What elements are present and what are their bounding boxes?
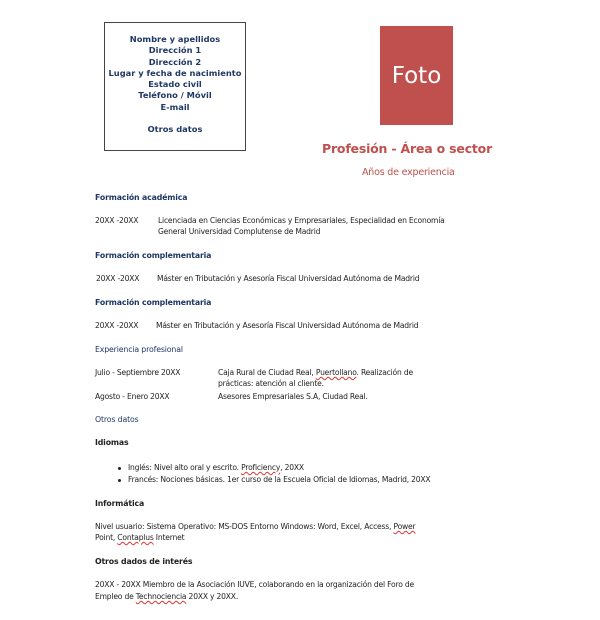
section-title-experience: Experiencia profesional xyxy=(95,345,183,354)
contact-name: Nombre y apellidos xyxy=(129,34,221,44)
contact-email: E-mail xyxy=(160,101,190,112)
section-title-complementary-2: Formación complementaria xyxy=(95,298,212,307)
bullet-icon xyxy=(118,467,121,470)
contact-civil-status: Estado civil xyxy=(148,79,202,90)
experience-1-line1: Caja Rural de Ciudad Real, Puertollano. Realización de xyxy=(218,368,413,377)
contact-info-box xyxy=(104,22,246,151)
contact-other-data: Otros datos xyxy=(147,124,203,135)
academic-desc-line2: General Universidad Complutense de Madrid xyxy=(158,227,321,236)
complementary-2-desc: Máster en Tributación y Asesoría Fiscal Universidad Autónoma de Madrid xyxy=(156,321,419,330)
experience-2-dates: Agosto - Enero 20XX xyxy=(95,392,170,401)
experience-1-dates: Julio - Septiembre 20XX xyxy=(95,368,181,377)
academic-dates: 20XX -20XX xyxy=(95,216,139,225)
section-title-other: Otros datos xyxy=(95,415,139,424)
contact-birth: Lugar y fecha de nacimiento xyxy=(108,67,242,78)
language-english: Inglés: Nivel alto oral y escrito. Proficiency, 20XX xyxy=(128,463,304,472)
computing-line1: Nivel usuario: Sistema Operativo: MS-DOS Entorno Windows: Word, Excel, Access, Power xyxy=(95,522,416,531)
language-french: Francés: Nociones básicas. 1er curso de la Escuela Oficial de Idiomas, Madrid, 20XX xyxy=(128,475,431,484)
interest-line2: Empleo de Technociencia 20XX y 20XX. xyxy=(95,592,239,601)
contact-phone: Teléfono / Móvil xyxy=(138,90,212,101)
photo-placeholder xyxy=(380,26,453,125)
photo-label: Foto xyxy=(391,62,442,89)
section-title-academic: Formación académica xyxy=(95,193,188,202)
complementary-1-dates: 20XX -20XX xyxy=(96,274,140,283)
section-title-complementary-1: Formación complementaria xyxy=(95,251,212,260)
years-experience: Años de experiencia xyxy=(362,167,455,178)
complementary-1-desc: Máster en Tributación y Asesoría Fiscal Universidad Autónoma de Madrid xyxy=(157,274,420,283)
subsection-title-interest: Otros dados de interés xyxy=(95,557,193,566)
experience-1-line2: prácticas: atención al cliente. xyxy=(218,379,324,388)
contact-address-2: Dirección 2 xyxy=(148,56,202,67)
experience-2-desc: Asesores Empresariales S.A, Ciudad Real. xyxy=(218,392,368,401)
computing-line2: Point, Contaplus Internet xyxy=(95,533,185,542)
contact-address-1: Dirección 1 xyxy=(148,45,202,56)
interest-line1: 20XX - 20XX Miembro de la Asociación IUVE, colaborando en la organización del Foro de xyxy=(95,580,414,589)
complementary-2-dates: 20XX -20XX xyxy=(95,321,139,330)
profession-title: Profesión - Área o sector xyxy=(322,141,493,156)
bullet-icon xyxy=(118,479,121,482)
subsection-title-computing: Informática xyxy=(95,499,145,508)
subsection-title-languages: Idiomas xyxy=(95,438,129,447)
academic-desc-line1: Licenciada en Ciencias Económicas y Empresariales, Especialidad en Economía xyxy=(158,216,445,225)
